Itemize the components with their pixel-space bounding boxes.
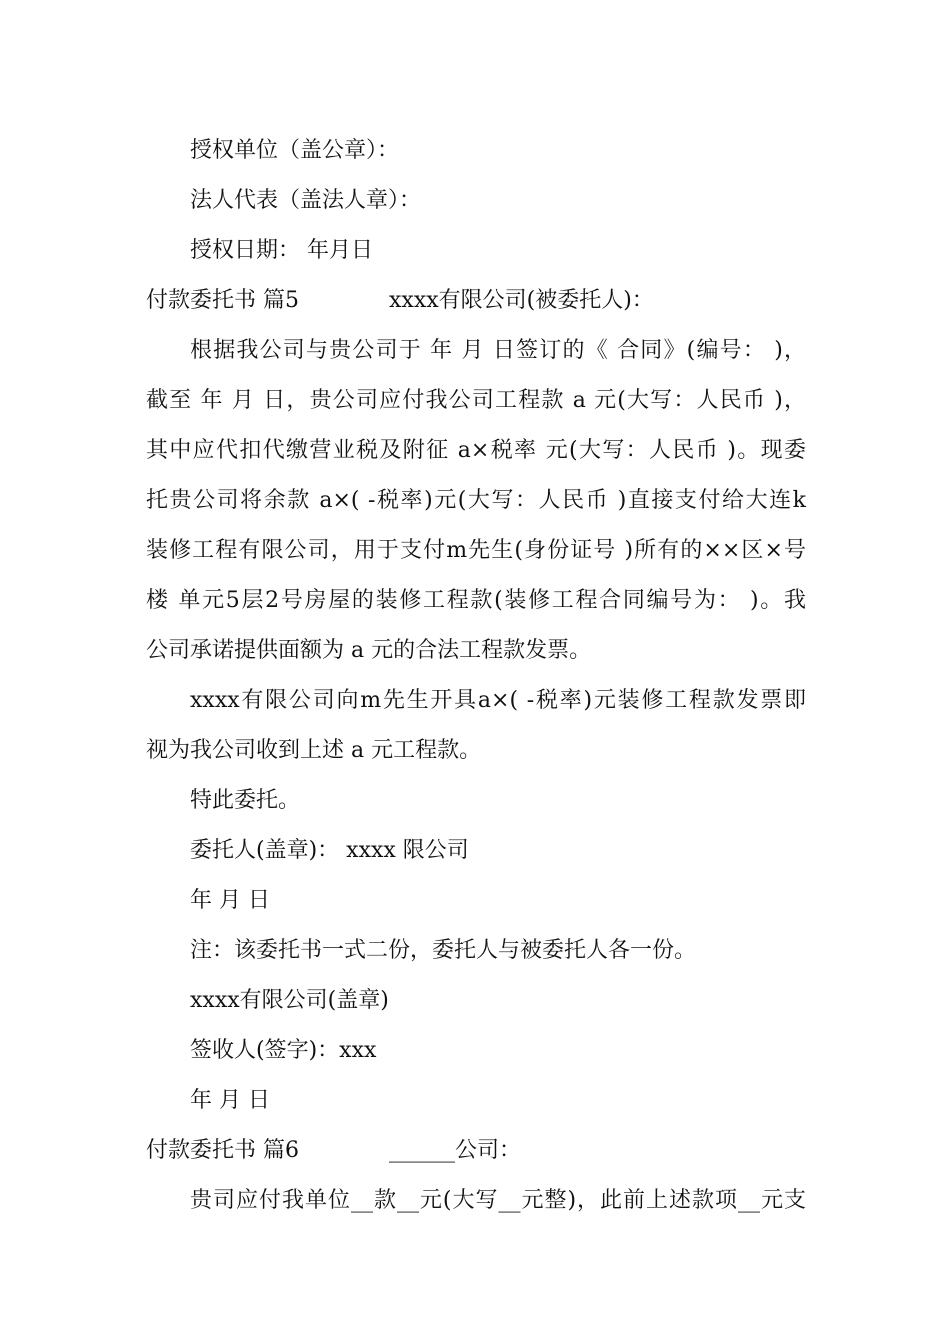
paragraph-1-line-4: 托贵公司将余款 a×( -税率)元(大写：人民币 )直接支付给大连k (146, 488, 806, 513)
paragraph-1-line-7: 公司承诺提供面额为 a 元的合法工程款发票。 (146, 638, 592, 663)
section-5-addressee: xxxx有限公司(被委托人)： (389, 288, 654, 313)
section-5-title: 付款委托书 篇5 (146, 288, 299, 313)
recipient-signature-line: 签收人(签字)：xxx (190, 1038, 377, 1063)
section-5-heading (146, 286, 654, 316)
note-line: 注：该委托书一式二份，委托人与被委托人各一份。 (190, 938, 697, 963)
section-6-title: 付款委托书 篇6 (146, 1138, 299, 1163)
paragraph-2-line-2: 视为我公司收到上述 a 元工程款。 (146, 738, 482, 763)
company-seal-line: xxxx有限公司(盖章) (190, 988, 389, 1013)
principal-seal-line: 委托人(盖章)： xxxx 限公司 (190, 838, 469, 863)
paragraph-3-line-1: 贵司应付我单位__款__元(大写__元整)，此前上述款项__元支 (190, 1188, 806, 1213)
section-6-heading (146, 1136, 521, 1166)
paragraph-1-line-6: 楼 单元5层2号房屋的装修工程款(装修工程合同编号为： )。我 (146, 588, 806, 613)
section-6-addressee: ______公司： (389, 1138, 522, 1163)
authorizing-unit-line: 授权单位（盖公章）： (190, 138, 400, 163)
paragraph-1-line-2: 截至 年 月 日，贵公司应付我公司工程款 a 元(大写：人民币 )， (146, 388, 806, 413)
date-line-2: 年 月 日 (190, 1088, 270, 1113)
paragraph-1-line-1: 根据我公司与贵公司于 年 月 日签订的《 合同》(编号： )， (190, 338, 806, 363)
date-line-1: 年 月 日 (190, 888, 270, 913)
hereby-entrust-line: 特此委托。 (190, 788, 301, 813)
paragraph-1-line-3: 其中应代扣代缴营业税及附征 a×税率 元(大写：人民币 )。现委 (146, 438, 806, 463)
paragraph-2-line-1: xxxx有限公司向m先生开具a×( -税率)元装修工程款发票即 (190, 688, 806, 713)
authorization-date-line: 授权日期： 年月日 (190, 238, 373, 263)
paragraph-1-line-5: 装修工程有限公司，用于支付m先生(身份证号 )所有的××区×号 (146, 538, 806, 563)
legal-rep-line: 法人代表（盖法人章）： (190, 188, 422, 213)
